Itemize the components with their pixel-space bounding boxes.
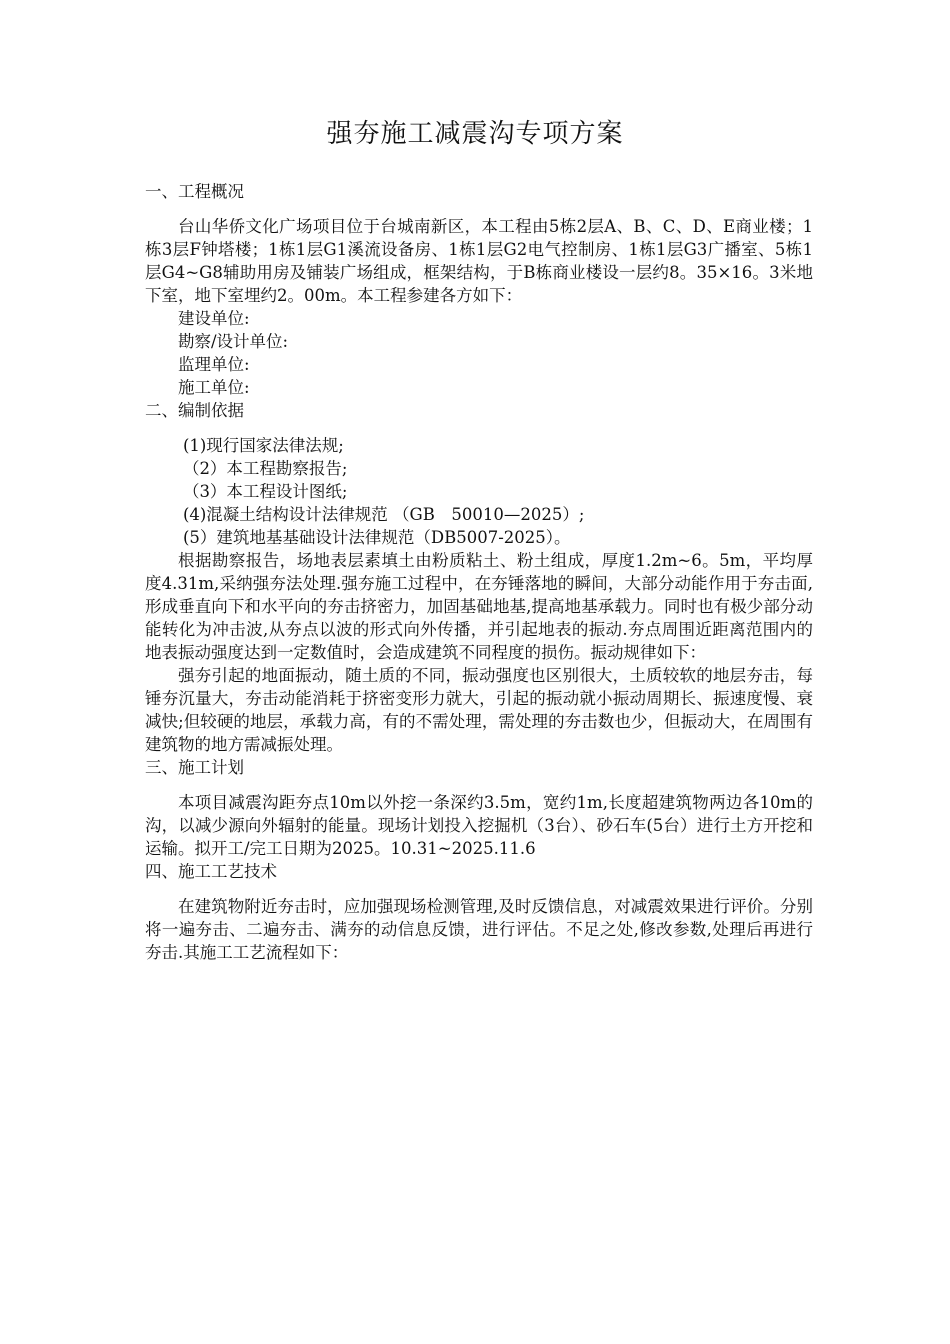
- document-title: 强夯施工减震沟专项方案: [326, 119, 624, 149]
- survey-paragraph: 根据勘察报告，场地表层素填土由粉质粘土、粉土组成，厚度1.2m~6。5m，平均厚度4.31m,采纳强夯法处理.强夯施工过程中，在夯锤落地的瞬间，大部分动能作用于夯击面,形成垂直向下和水平向的夯击挤密力，加固基础地基,提高地基承载力。同时也有极少部分动能转化为冲击波,从夯点以波的形式向外传播，并引起地表的振动.夯点周围近距离范围内的地表振动强度达到一定数值时，会造成建筑不同程度的损伤。振动规律如下：: [145, 551, 813, 662]
- section-heading-technique: 四、施工工艺技术: [145, 862, 277, 881]
- reference-item: (4)混凝土结构设计法律规范 （GB 50010—2025）;: [182, 505, 585, 524]
- plan-paragraph: 本项目减震沟距夯点10m以外挖一条深约3.5m，宽约1m,长度超建筑物两边各10m的沟，以减少源向外辐射的能量。现场计划投入挖掘机（3台）、砂石车(5台）进行土方开挖和运输。拟开工/完工日期为2025。10.31~2025.11.6: [145, 793, 813, 858]
- technique-paragraph: 在建筑物附近夯击时，应加强现场检测管理,及时反馈信息，对减震效果进行评价。分别将一遍夯击、二遍夯击、满夯的动信息反馈，进行评估。不足之处,修改参数,处理后再进行夯击.其施工工艺流程如下：: [145, 897, 813, 962]
- document-body: [145, 180, 813, 964]
- party-survey-design-unit: 勘察/设计单位:: [178, 332, 289, 351]
- reference-item: (5）建筑地基基础设计法律规范（DB5007-2025）。: [182, 528, 571, 547]
- section-heading-basis: 二、编制依据: [145, 401, 244, 420]
- reference-item: (1)现行国家法律法规;: [182, 436, 344, 455]
- reference-item: （2）本工程勘察报告;: [182, 459, 348, 478]
- party-contractor-unit: 施工单位:: [178, 378, 250, 397]
- party-supervision-unit: 监理单位:: [178, 355, 250, 374]
- vibration-paragraph: 强夯引起的地面振动，随土质的不同，振动强度也区别很大，土质较软的地层夯击，每锤夯沉量大，夯击动能消耗于挤密变形力就大，引起的振动就小振动周期长、振速度慢、衰减快;但较硬的地层，承载力高，有的不需处理，需处理的夯击数也少，但振动大，在周围有建筑物的地方需减振处理。: [145, 666, 813, 754]
- section-heading-overview: 一、工程概况: [145, 182, 244, 201]
- section-heading-plan: 三、施工计划: [145, 758, 244, 777]
- reference-item: （3）本工程设计图纸;: [182, 482, 348, 501]
- overview-paragraph: 台山华侨文化广场项目位于台城南新区，本工程由5栋2层A、B、C、D、E商业楼；1栋3层F钟塔楼；1栋1层G1溪流设备房、1栋1层G2电气控制房、1栋1层G3广播室、5栋1层G4~G8辅助用房及铺装广场组成，框架结构，于B栋商业楼设一层约8。35×16。3米地下室，地下室埋约2。00m。本工程参建各方如下：: [145, 217, 813, 305]
- party-construction-unit: 建设单位:: [178, 309, 250, 328]
